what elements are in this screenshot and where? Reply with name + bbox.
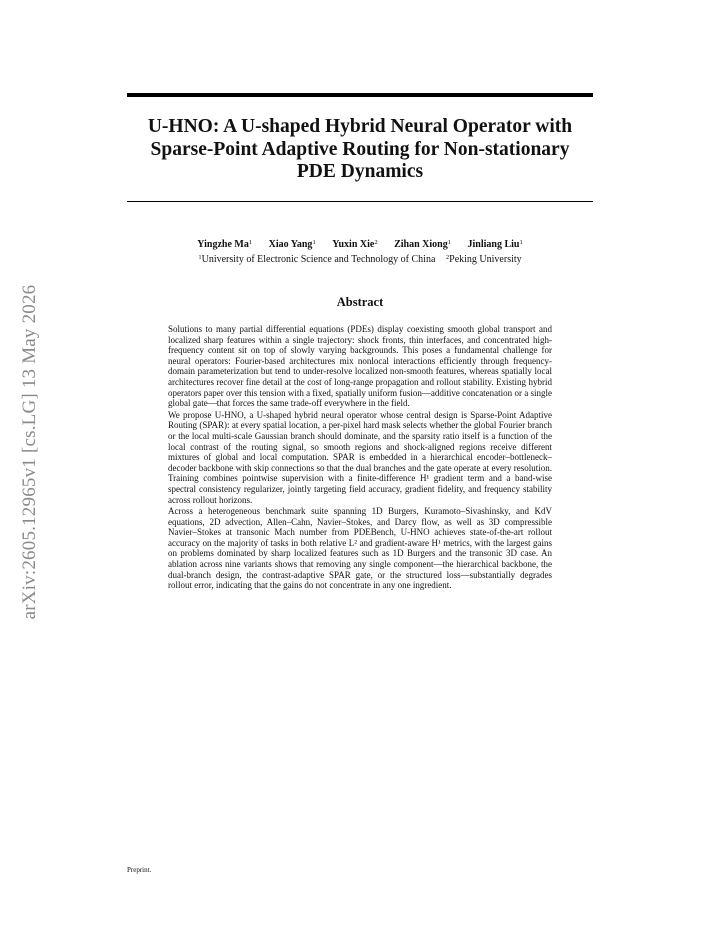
author: Xiao Yang$^1$ [268,239,316,250]
footer-note: Preprint. [127,866,152,874]
affiliations [127,251,593,266]
author: Jinliang Liu$^1$ [467,239,523,250]
author-block [127,236,593,266]
paper-title [127,116,593,184]
affiliation: $^2$Peking University [445,254,522,265]
abstract-heading: Abstract [336,295,384,309]
author: Zihan Xiong$^1$ [394,239,451,250]
author: Yuxin Xie$^2$ [332,239,378,250]
abstract-body [168,324,552,592]
author-list [127,236,593,251]
author: Yingzhe Ma$^1$ [197,239,253,250]
arxiv-id: arXiv:2605.12965v1 [cs.LG] 13 May 2026 [19,284,40,620]
title-bottom-rule [127,201,593,202]
title-line: Sparse-Point Adaptive Routing for Non-stationary [150,138,570,160]
abstract-paragraph: Across a heterogeneous benchmark suite spanning 1D Burgers, Kuramoto–Sivashinsky, and KdV equations, 2D advection, Allen–Cahn, Navier–Stokes, and Darcy flow, as well as 3D compressible Navier–Stokes at transonic Mach number from PDEBench, U-HNO achieves state-of-the-art rollout accuracy on the majority of tasks in both relative L² and gradient-aware H¹ metrics, with the largest gains on problems dominated by sharp localized features such as 1D Burgers and the transonic 3D case. An ablation across nine variants shows that removing any single component—the hierarchical backbone, the dual-branch design, the contrast-adaptive SPAR gate, or the structured loss—substantially degrades rollout error, indicating that the gains do not concentrate in any one ingredient. [168,506,552,591]
title-line: PDE Dynamics [296,161,424,182]
title-line: U-HNO: A U-shaped Hybrid Neural Operator with [147,116,573,137]
abstract-paragraph: We propose U-HNO, a U-shaped hybrid neural operator whose central design is Sparse-Point Adaptive Routing (SPAR): at every spatial location, a per-pixel hard mask selects whether the global Fourier branch or the local multi-scale Gaussian branch should dominate, and the sparsity ratio itself is a function of the local contrast of the routing signal, so smooth regions and shock-aligned regions receive different mixtures of global and local computation. SPAR is embedded in a hierarchical encoder–bottleneck–decoder backbone with skip connections so that the dual branches and the gate operate at every resolution. Training combines pointwise supervision with a finite-difference H¹ gradient term and a band-wise spectral consistency regularizer, jointly targeting field accuracy, gradient fidelity, and frequency stability across rollout horizons. [168,409,552,505]
arxiv-stamp [12,257,48,647]
affiliation: $^1$University of Electronic Science and Technology of China [198,254,436,265]
title-top-rule [127,93,593,97]
abstract-paragraph: Solutions to many partial differential equations (PDEs) display coexisting smooth global transport and localized sharp features within a single trajectory: shock fronts, thin interfaces, and concentrated high-frequency content sit on top of slowly varying backgrounds. This poses a fundamental challenge for neural operators: Fourier-based architectures mix nonlocal interactions efficiently through frequency-domain parameterization but tend to under-resolve localized non-smooth features, whereas spatially local architectures recover fine detail at the cost of long-range propagation and rollout stability. Existing hybrid operators paper over this tension with a fixed, spatially uniform fusion—additive concatenation or a single global gate—that forces the same trade-off everywhere in the field. [168,324,552,409]
